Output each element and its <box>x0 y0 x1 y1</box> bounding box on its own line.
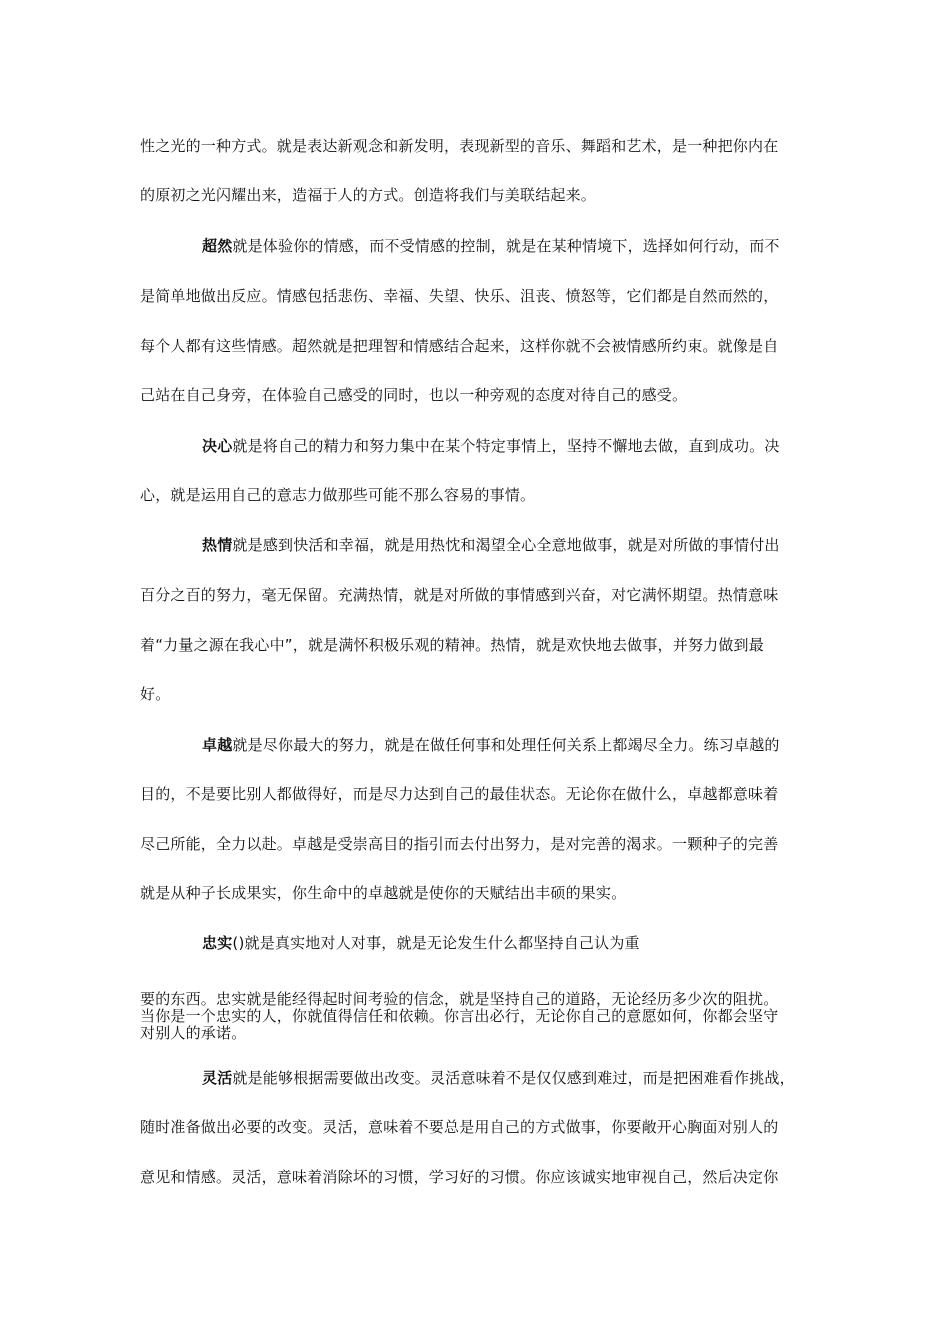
paragraph-line <box>140 385 820 405</box>
paragraph-first-line <box>140 933 820 953</box>
line-text: 要的东西。忠实就是能经得起时间考验的信念，就是坚持自己的道路，无论经历多少次的阻扰。 <box>140 990 779 1008</box>
line-text: ()就是真实地对人对事，就是无论发生什么都坚持自己认为重 <box>232 934 640 952</box>
line-text: 就是感到快活和幸福，就是用热忱和渴望全心全意地做事，就是对所做的事情付出 <box>232 536 780 554</box>
line-text: 就是体验你的情感，而不受情感的控制，就是在某种情境下，选择如何行动，而不 <box>232 237 780 255</box>
line-text: 就是能够根据需要做出改变。灵活意味着不是仅仅感到难过，而是把困难看作挑战， <box>232 1069 795 1087</box>
line-text: 随时准备做出必要的改变。灵活，意味着不要总是用自己的方式做事，你要敞开心胸面对别人的 <box>140 1118 779 1136</box>
paragraph-line <box>140 684 820 704</box>
keyword-term: 超然 <box>202 237 233 255</box>
line-text: 己站在自己身旁，在体验自己感受的同时，也以一种旁观的态度对待自己的感受。 <box>140 386 688 404</box>
line-text: 好。 <box>140 685 171 703</box>
paragraph-line <box>140 1008 820 1025</box>
paragraph-line <box>140 635 820 655</box>
paragraph-line <box>140 784 820 804</box>
paragraph-line <box>140 1117 820 1137</box>
paragraph-line <box>140 485 820 505</box>
keyword-term: 忠实 <box>202 934 233 952</box>
line-text: 性之光的一种方式。就是表达新观念和新发明，表现新型的音乐、舞蹈和艺术，是一种把你内在 <box>140 137 779 155</box>
line-text: 百分之百的努力，毫无保留。充满热情，就是对所做的事情感到兴奋，对它满怀期望。热情意味 <box>140 586 779 604</box>
line-text: 尽己所能，全力以赴。卓越是受崇高目的指引而去付出努力，是对完善的渴求。一颗种子的完善 <box>140 835 779 853</box>
paragraph-first-line <box>140 436 820 456</box>
paragraph-line <box>140 185 820 205</box>
keyword-term: 决心 <box>202 437 233 455</box>
line-text: 的原初之光闪耀出来，造福于人的方式。创造将我们与美联结起来。 <box>140 186 597 204</box>
paragraph-first-line <box>140 535 820 555</box>
paragraph-line <box>140 883 820 903</box>
line-text: 心，就是运用自己的意志力做那些可能不那么容易的事情。 <box>140 486 536 504</box>
paragraph-line <box>140 1025 820 1042</box>
keyword-term: 卓越 <box>202 736 233 754</box>
line-text: 目的，不是要比别人都做得好，而是尽力达到自己的最佳状态。无论你在做什么，卓越都意味着 <box>140 785 779 803</box>
line-text: 就是从种子长成果实，你生命中的卓越就是使你的天赋结出丰硕的果实。 <box>140 884 627 902</box>
paragraph-first-line <box>140 735 820 755</box>
line-text: 就是将自己的精力和努力集中在某个特定事情上，坚持不懈地去做，直到成功。决 <box>232 437 780 455</box>
paragraph-line <box>140 336 820 356</box>
paragraph-line <box>140 585 820 605</box>
line-text: 每个人都有这些情感。超然就是把理智和情感结合起来，这样你就不会被情感所约束。就像是自 <box>140 337 779 355</box>
paragraph-line <box>140 991 820 1008</box>
line-text: 就是尽你最大的努力，就是在做任何事和处理任何关系上都竭尽全力。练习卓越的 <box>232 736 780 754</box>
line-text: 意见和情感。灵活，意味着消除坏的习惯，学习好的习惯。你应该诚实地审视自己，然后决定你 <box>140 1168 779 1186</box>
line-text: 对别人的承诺。 <box>140 1024 247 1042</box>
keyword-term: 灵活 <box>202 1069 233 1087</box>
line-text: 当你是一个忠实的人，你就值得信任和依赖。你言出必行，无论你自己的意愿如何，你都会坚守 <box>140 1007 779 1025</box>
paragraph-line <box>140 286 820 306</box>
paragraph-line <box>140 834 820 854</box>
paragraph-first-line <box>140 236 820 256</box>
line-text: 是简单地做出反应。情感包括悲伤、幸福、失望、快乐、沮丧、愤怒等，它们都是自然而然的， <box>140 287 779 305</box>
paragraph-first-line <box>140 1068 820 1088</box>
line-text: 着“力量之源在我心中”，就是满怀积极乐观的精神。热情，就是欢快地去做事，并努力做到最 <box>140 636 764 654</box>
keyword-term: 热情 <box>202 536 233 554</box>
paragraph-line <box>140 136 820 156</box>
paragraph-line <box>140 1167 820 1187</box>
